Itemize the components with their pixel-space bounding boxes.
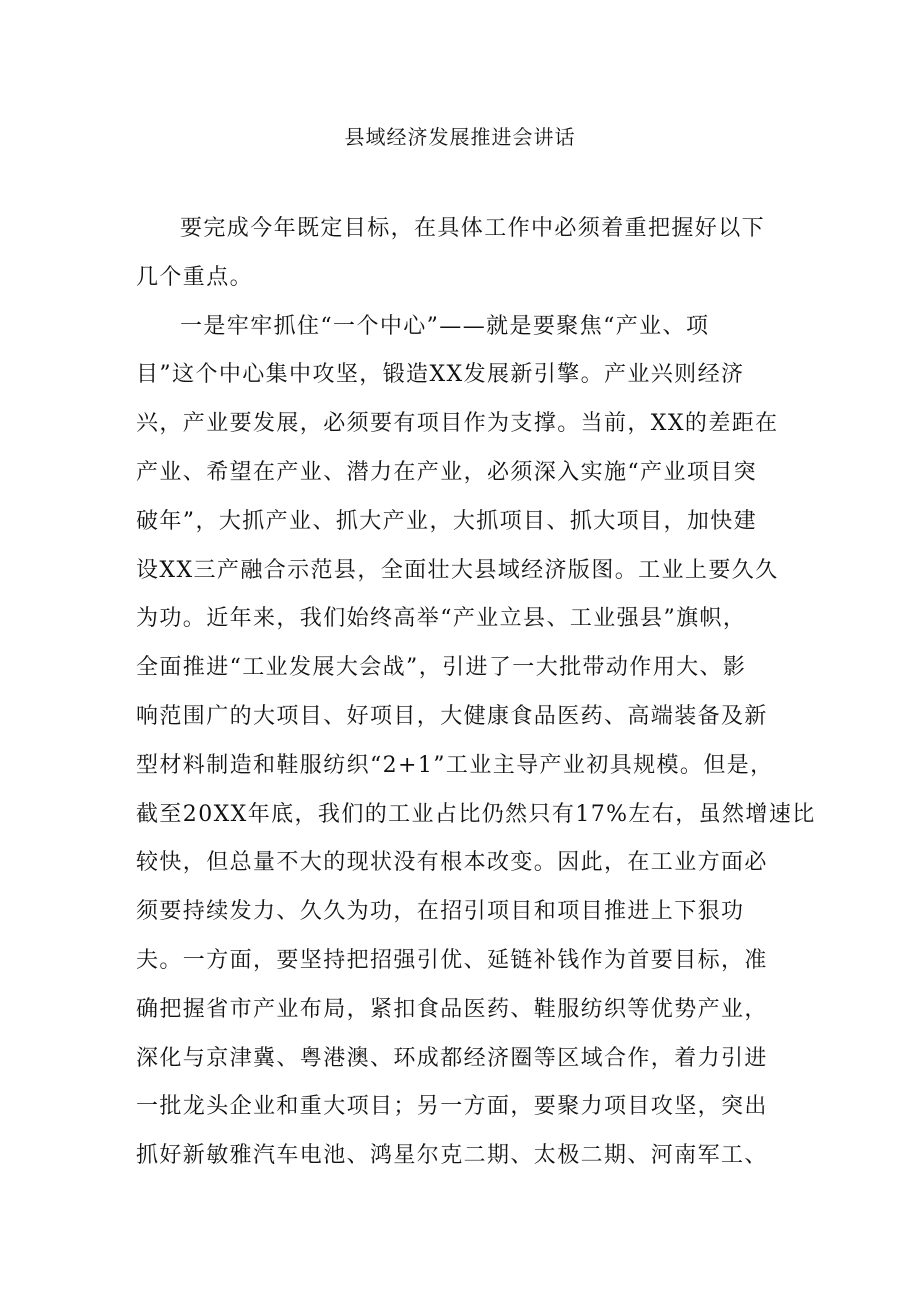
- paragraph-line: 深化与京津冀、粤港澳、环成都经济圈等区域合作，着力引进: [136, 1045, 768, 1071]
- paragraph-line: 兴，产业要发展，必须要有项目作为支撑。当前，XX的差距在: [136, 411, 779, 437]
- paragraph-line: 抓好新敏雅汽车电池、鸿星尔克二期、太极二期、河南军工、: [136, 1143, 768, 1169]
- paragraph-line: 几个重点。: [136, 264, 254, 290]
- paragraph-line: 夫。一方面，要坚持把招强引优、延链补钱作为首要目标，准: [136, 947, 768, 973]
- paragraph-line: 一是牢牢抓住“一个中心”——就是要聚焦“产业、项: [180, 313, 710, 339]
- paragraph-line: 型材料制造和鞋服纺织“2+1”工业主导产业初具规模。但是，: [136, 752, 774, 778]
- paragraph-line: 截至20XX年底，我们的工业占比仍然只有17%左右，虽然增速比: [136, 801, 816, 827]
- paragraph-line: 须要持续发力、久久为功，在招引项目和项目推进上下狠功: [136, 899, 745, 925]
- paragraph-line: 破年”，大抓产业、抓大产业，大抓项目、抓大项目，加快建: [136, 508, 758, 534]
- document-title: 县域经济发展推进会讲话: [344, 125, 576, 149]
- paragraph-line: 确把握省市产业布局，紧扣食品医药、鞋服纺织等优势产业，: [136, 996, 768, 1022]
- paragraph-line: 要完成今年既定目标，在具体工作中必须着重把握好以下: [180, 216, 766, 241]
- paragraph-line: 一批龙头企业和重大项目；另一方面，要聚力项目攻坚，突出: [136, 1094, 768, 1120]
- paragraph-line: 全面推进“工业发展大会战”，引进了一大批带动作用大、影: [136, 655, 747, 681]
- paragraph-line: 较快，但总量不大的现状没有根本改变。因此，在工业方面必: [136, 850, 768, 876]
- paragraph-line: 目”这个中心集中攻坚，锻造XX发展新引擎。产业兴则经济: [136, 362, 745, 388]
- paragraph-line: 设XX三产融合示范县，全面壮大县域经济版图。工业上要久久: [136, 557, 779, 583]
- paragraph-line: 产业、希望在产业、潜力在产业，必须深入实施“产业项目突: [136, 459, 758, 485]
- paragraph-line: 响范围广的大项目、好项目，大健康食品医药、高端装备及新: [136, 703, 768, 729]
- document-body: [136, 211, 816, 1187]
- paragraph-line: 为功。近年来，我们始终高举“产业立县、工业强县”旗帜，: [136, 606, 747, 632]
